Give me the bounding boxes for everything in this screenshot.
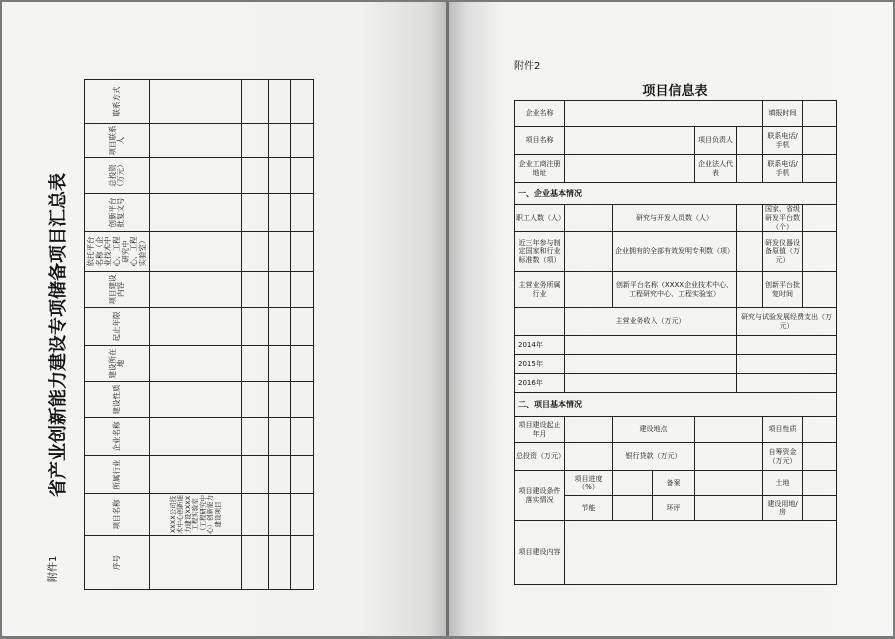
header-industry: 所属行业 [85,456,150,494]
label-patents: 企业拥有的全部有效发明专利数（项） [613,232,737,272]
label-bank-loan: 银行贷款（万元） [613,443,695,471]
header-company: 企业名称 [85,418,150,456]
label-location: 建设地点 [613,417,695,443]
value-rd-staff[interactable] [737,205,763,232]
label-progress: 项目进度（%） [565,471,613,496]
header-contact-person: 项目联系人 [85,124,150,158]
label-nature: 项目性质 [763,417,803,443]
header-nature: 建设性质 [85,382,150,418]
label-legal-rep: 企业法人代表 [695,155,737,183]
label-company-name: 企业名称 [515,101,565,127]
attachment-1-label: 附件1 [48,555,59,582]
value-patents[interactable] [737,232,763,272]
value-progress[interactable] [613,471,653,496]
label-fill-time: 填报时间 [763,101,803,127]
value-contact-phone-2[interactable] [803,155,837,183]
label-year-2015: 2015年 [515,355,565,374]
value-rd-2015[interactable] [737,355,837,374]
label-rd-staff: 研究与开发人员数（人） [613,205,737,232]
label-revenue: 主营业务收入（万元） [565,308,737,336]
value-rd-2014[interactable] [737,336,837,355]
header-period: 起止年限 [85,308,150,346]
value-land-house[interactable] [803,496,837,521]
label-equipment: 研发仪器设备原值（万元） [763,232,803,272]
summary-sheet [0,0,445,634]
label-energy: 节能 [565,496,613,521]
label-eia: 环评 [653,496,695,521]
label-standards: 近三年参与制定国家和行业标准数（项） [515,232,565,272]
sample-project-cell: XXXX公司技术中心创新能力建设XXXX工程实验室（工程研究中心）创新能力建设项目 [150,494,242,536]
label-land-house: 建设用地/房 [763,496,803,521]
label-national-platforms: 国家、省级研发平台数（个） [763,205,803,232]
value-platform-time[interactable] [803,272,837,308]
value-filing[interactable] [695,471,763,496]
label-self-fund: 自筹资金（万元） [763,443,803,471]
value-eia[interactable] [695,496,763,521]
header-seq: 序号 [85,536,150,590]
label-contact-phone-2: 联系电话/手机 [763,155,803,183]
value-legal-rep[interactable] [737,155,763,183]
value-content[interactable] [565,521,837,585]
value-project-name[interactable] [565,127,695,155]
value-reg-address[interactable] [565,155,695,183]
label-platform-time: 创新平台批复时间 [763,272,803,308]
label-conditions: 项目建设条件落实情况 [515,471,565,521]
label-employees: 职工人数（人） [515,205,565,232]
value-project-owner[interactable] [737,127,763,155]
section-2-heading: 二、项目基本情况 [515,393,837,417]
header-location: 建设所在地 [85,346,150,382]
value-rd-2016[interactable] [737,374,837,393]
section-1-heading: 一、企业基本情况 [515,183,837,205]
label-land: 土地 [763,471,803,496]
value-standards[interactable] [565,232,613,272]
label-project-name: 项目名称 [515,127,565,155]
value-revenue-2014[interactable] [565,336,737,355]
value-industry[interactable] [565,272,613,308]
label-period: 项目建设起止年月 [515,417,565,443]
header-platform: 依托平台名称（企业技术中心、工程研究中心、工程实验室） [85,232,150,272]
label-filing: 备案 [653,471,695,496]
value-fill-time[interactable] [803,101,837,127]
value-company-name[interactable] [565,101,763,127]
value-national-platforms[interactable] [803,205,837,232]
label-reg-address: 企业工商注册地址 [515,155,565,183]
value-employees[interactable] [565,205,613,232]
value-nature[interactable] [803,417,837,443]
value-platform-name[interactable] [737,272,763,308]
label-content: 项目建设内容 [515,521,565,585]
value-revenue-2016[interactable] [565,374,737,393]
label-contact-phone: 联系电话/手机 [763,127,803,155]
value-contact-phone[interactable] [803,127,837,155]
value-total-invest[interactable] [565,443,613,471]
value-location[interactable] [695,417,763,443]
value-period[interactable] [565,417,613,443]
info-title: 项目信息表 [642,84,708,99]
header-content: 项目建设内容 [85,272,150,308]
value-energy[interactable] [613,496,653,521]
summary-rotated [48,80,314,590]
label-year-2014: 2014年 [515,336,565,355]
header-project-name: 项目名称 [85,494,150,536]
label-project-owner: 项目负责人 [695,127,737,155]
header-approval: 创新平台批复文号 [85,194,150,232]
label-total-invest: 总投资（万元） [515,443,565,471]
value-land[interactable] [803,471,837,496]
attachment-2-label: 附件2 [514,61,541,72]
header-contact: 联系方式 [85,80,150,124]
value-revenue-2015[interactable] [565,355,737,374]
value-equipment[interactable] [803,232,837,272]
project-info-table [514,100,837,585]
value-bank-loan[interactable] [695,443,763,471]
value-self-fund[interactable] [803,443,837,471]
summary-table [84,79,314,590]
label-rd-spend: 研究与试验发展经费支出（万元） [737,308,837,336]
label-industry: 主营业务所属行业 [515,272,565,308]
label-platform-name: 创新平台名称（XXXX企业技术中心、工程研究中心、工程实验室） [613,272,737,308]
label-year-2016: 2016年 [515,374,565,393]
header-invest: 总投资（万元） [85,158,150,194]
summary-title: 省产业创新能力建设专项储备项目汇总表 [48,173,69,497]
